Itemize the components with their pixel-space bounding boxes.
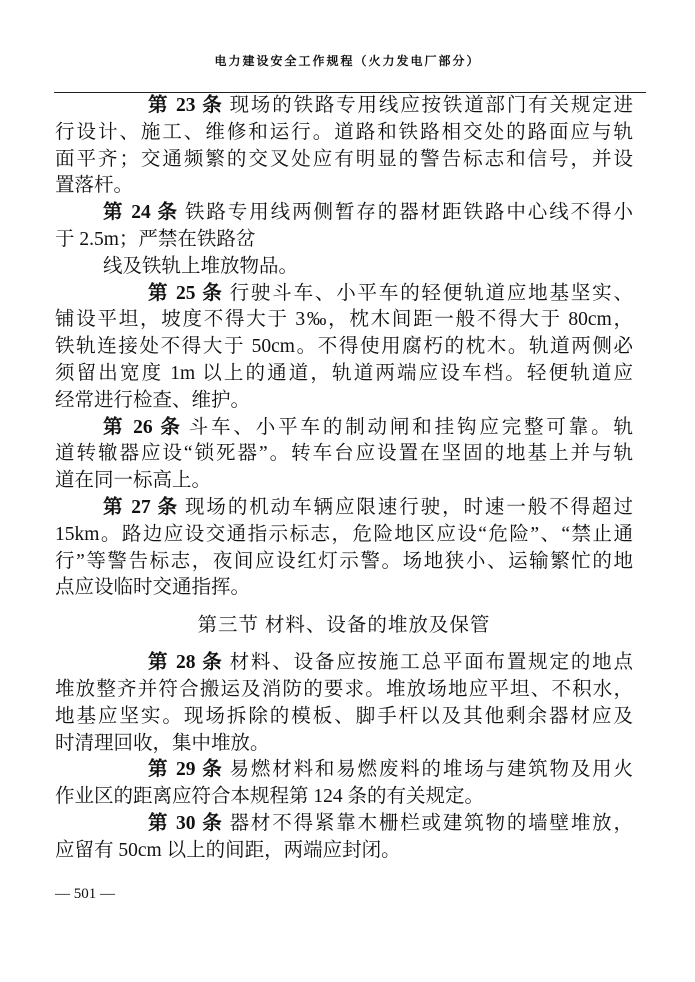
text: 材料、设备应按施工总平面布置规定的地点 [229, 652, 633, 674]
text: 铁路专用线两侧暂存的器材距铁路中心线不得小 [184, 202, 633, 224]
text-line: 道转辙器应设“锁死器”。转车台应设置在坚固的地基上并与轨 [55, 443, 633, 465]
article-label: 第 29 条 [148, 759, 224, 781]
text-line: 堆放整齐并符合搬运及消防的要求。堆放场地应平坦、不积水， [55, 678, 633, 700]
text-line: 铁轨连接处不得大于 50cm。不得使用腐朽的枕木。轨道两侧必 [55, 336, 633, 358]
text-line [55, 415, 633, 442]
text: 现场的机动车辆应限速行驶，时速一般不得超过 [184, 496, 633, 518]
page-body [55, 93, 633, 865]
text-line [55, 650, 633, 677]
article-27 [55, 495, 633, 602]
article-label: 第 24 条 [103, 202, 179, 224]
text-line [55, 757, 633, 784]
article-29 [55, 757, 633, 811]
text-line [55, 200, 633, 227]
text-line: 15km。路边应设交通指示标志，危险地区应设“危险”、“禁止通 [55, 523, 633, 545]
article-23 [55, 93, 633, 200]
article-24 [55, 200, 633, 280]
article-30 [55, 811, 633, 865]
article-28 [55, 650, 633, 757]
article-25 [55, 281, 633, 415]
text-line: 地基应坚实。现场拆除的模板、脚手杆以及其他剩余器材应及 [55, 705, 633, 727]
page-number: — 501 — [55, 886, 115, 902]
text-line: 行”等警告标志，夜间应设红灯示警。场地狭小、运输繁忙的地 [55, 550, 633, 572]
article-label: 第 30 条 [148, 812, 224, 834]
text-line [55, 93, 633, 120]
text: 易燃材料和易燃废料的堆场与建筑物及用火 [229, 759, 633, 781]
text-line: 行设计、施工、维修和运行。道路和铁路相交处的路面应与轨 [55, 121, 633, 143]
article-label: 第 26 条 [103, 416, 183, 438]
text-line: 作业区的距离应符合本规程第 124 条的有关规定。 [55, 786, 485, 808]
running-header: 电力建设安全工作规程（火力发电厂部分） [214, 54, 481, 68]
text: 斗车、小平车的制动闸和挂钩应完整可靠。轨 [188, 416, 633, 438]
section-heading: 第三节 材料、设备的堆放及保管 [197, 615, 491, 637]
text: 现场的铁路专用线应按铁道部门有关规定进 [229, 95, 633, 116]
text-line: 铺设平坦，坡度不得大于 3‰，枕木间距一般不得大于 80cm， [55, 309, 633, 331]
text-line: 面平齐；交通频繁的交叉处应有明显的警告标志和信号，并设 [55, 148, 633, 170]
text-line: 线及铁轨上堆放物品。 [103, 255, 299, 277]
text-line [55, 495, 633, 522]
text-line: 置落杆。 [55, 175, 134, 197]
text-line: 道在同一标高上。 [55, 470, 212, 492]
text-line: 须留出宽度 1m 以上的通道，轨道两端应设车档。轻便轨道应 [55, 362, 633, 384]
text-line: 经常进行检查、维护。 [55, 389, 251, 411]
text: 行驶斗车、小平车的轻便轨道应地基坚实、 [229, 282, 633, 304]
article-label: 第 23 条 [148, 95, 224, 116]
text: 器材不得紧靠木栅栏或建筑物的墙壁堆放， [229, 812, 633, 834]
text-line: 时清理回收，集中堆放。 [55, 732, 270, 754]
article-label: 第 25 条 [148, 282, 224, 304]
article-26 [55, 415, 633, 495]
article-label: 第 27 条 [103, 496, 179, 518]
text-line [55, 811, 633, 838]
text-line [55, 281, 633, 308]
text-line: 点应设临时交通指挥。 [55, 577, 251, 599]
text-line: 于 2.5m；严禁在铁路岔 [55, 228, 256, 250]
article-label: 第 28 条 [148, 652, 224, 674]
text-line: 应留有 50cm 以上的间距，两端应封闭。 [55, 839, 401, 861]
